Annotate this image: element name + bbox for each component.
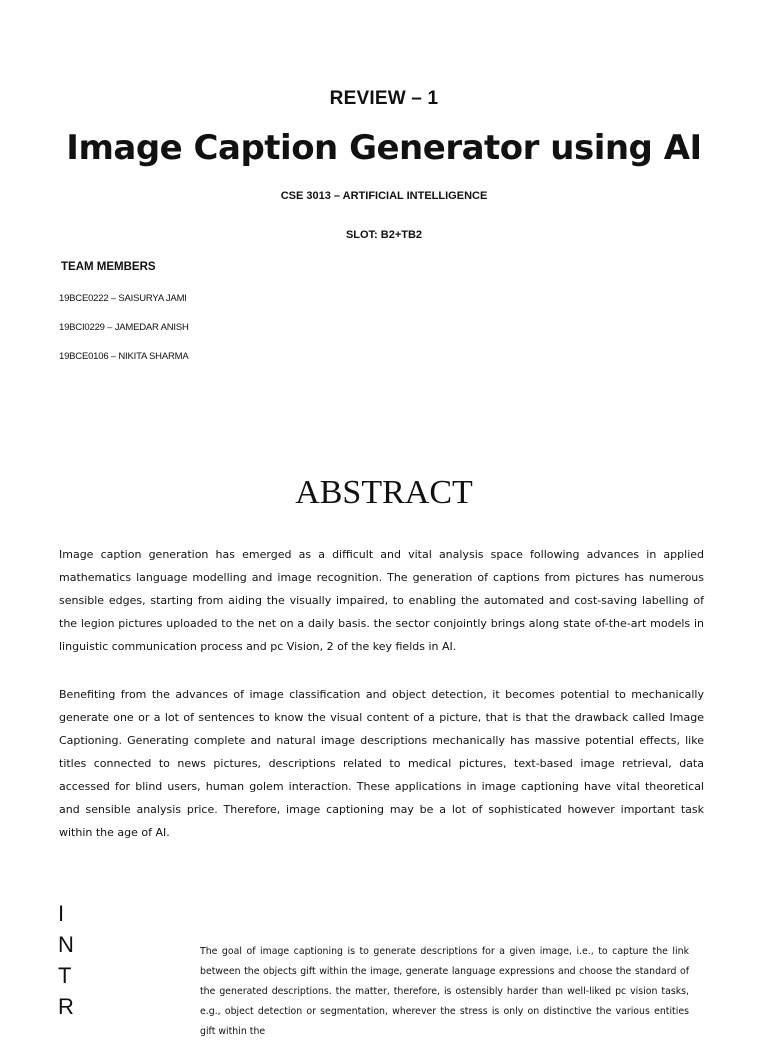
vertical-letter: N xyxy=(58,932,74,957)
slot-label: SLOT: B2+TB2 xyxy=(345,229,423,241)
review-label: REVIEW – 1 xyxy=(329,88,439,109)
introduction-paragraph: The goal of image captioning is to generate descriptions for a given image, i.e., to capture the link between the objects gift within the image, generate language expressions and choose the standard of the generated descriptions. the matter, therefore, is ostensibly harder than well-liked pc vision tasks, e.g., object detection or segmentation, wherever the stress is only on distinctive the various entities gift within the xyxy=(200,946,689,1037)
team-member: 19BCE0106 – NIKITA SHARMA xyxy=(59,351,189,362)
vertical-letter: I xyxy=(58,901,65,926)
team-member: 19BCI0229 – JAMEDAR ANISH xyxy=(59,322,189,333)
abstract-paragraph: Benefiting from the advances of image classification and object detection, it becomes potential to mechanically generate one or a lot of sentences to know the visual content of a picture, that is that the drawback called Image Captioning. Generating complete and natural image descriptions mechanically has massive potential effects, like titles connected to news pictures, descriptions related to medical pictures, text-based image retrieval, data accessed for blind users, human golem interaction. These applications in image captioning have vital theoretical and sensible analysis price. Therefore, image captioning may be a lot of sophisticated however important task within the age of AI. xyxy=(59,688,704,839)
vertical-letter: R xyxy=(58,994,74,1019)
abstract-heading: ABSTRACT xyxy=(295,474,473,511)
team-member: 19BCE0222 – SAISURYA JAMI xyxy=(59,293,187,304)
vertical-letter: T xyxy=(58,963,72,988)
document-title: Image Caption Generator using AI xyxy=(66,128,702,168)
team-members-heading: TEAM MEMBERS xyxy=(61,261,156,273)
introduction-vertical-heading xyxy=(58,898,74,1022)
abstract-paragraph: Image caption generation has emerged as a difficult and vital analysis space following advances in applied mathematics language modelling and image recognition. The generation of captions from pictures has numerous sensible edges, starting from aiding the visually impaired, to enabling the automated and cost-saving labelling of the legion pictures uploaded to the net on a daily basis. the sector conjointly brings along state of-the-art models in linguistic communication process and pc Vision, 2 of the key fields in AI. xyxy=(59,548,704,653)
course-label: CSE 3013 – ARTIFICIAL INTELLIGENCE xyxy=(280,190,488,202)
